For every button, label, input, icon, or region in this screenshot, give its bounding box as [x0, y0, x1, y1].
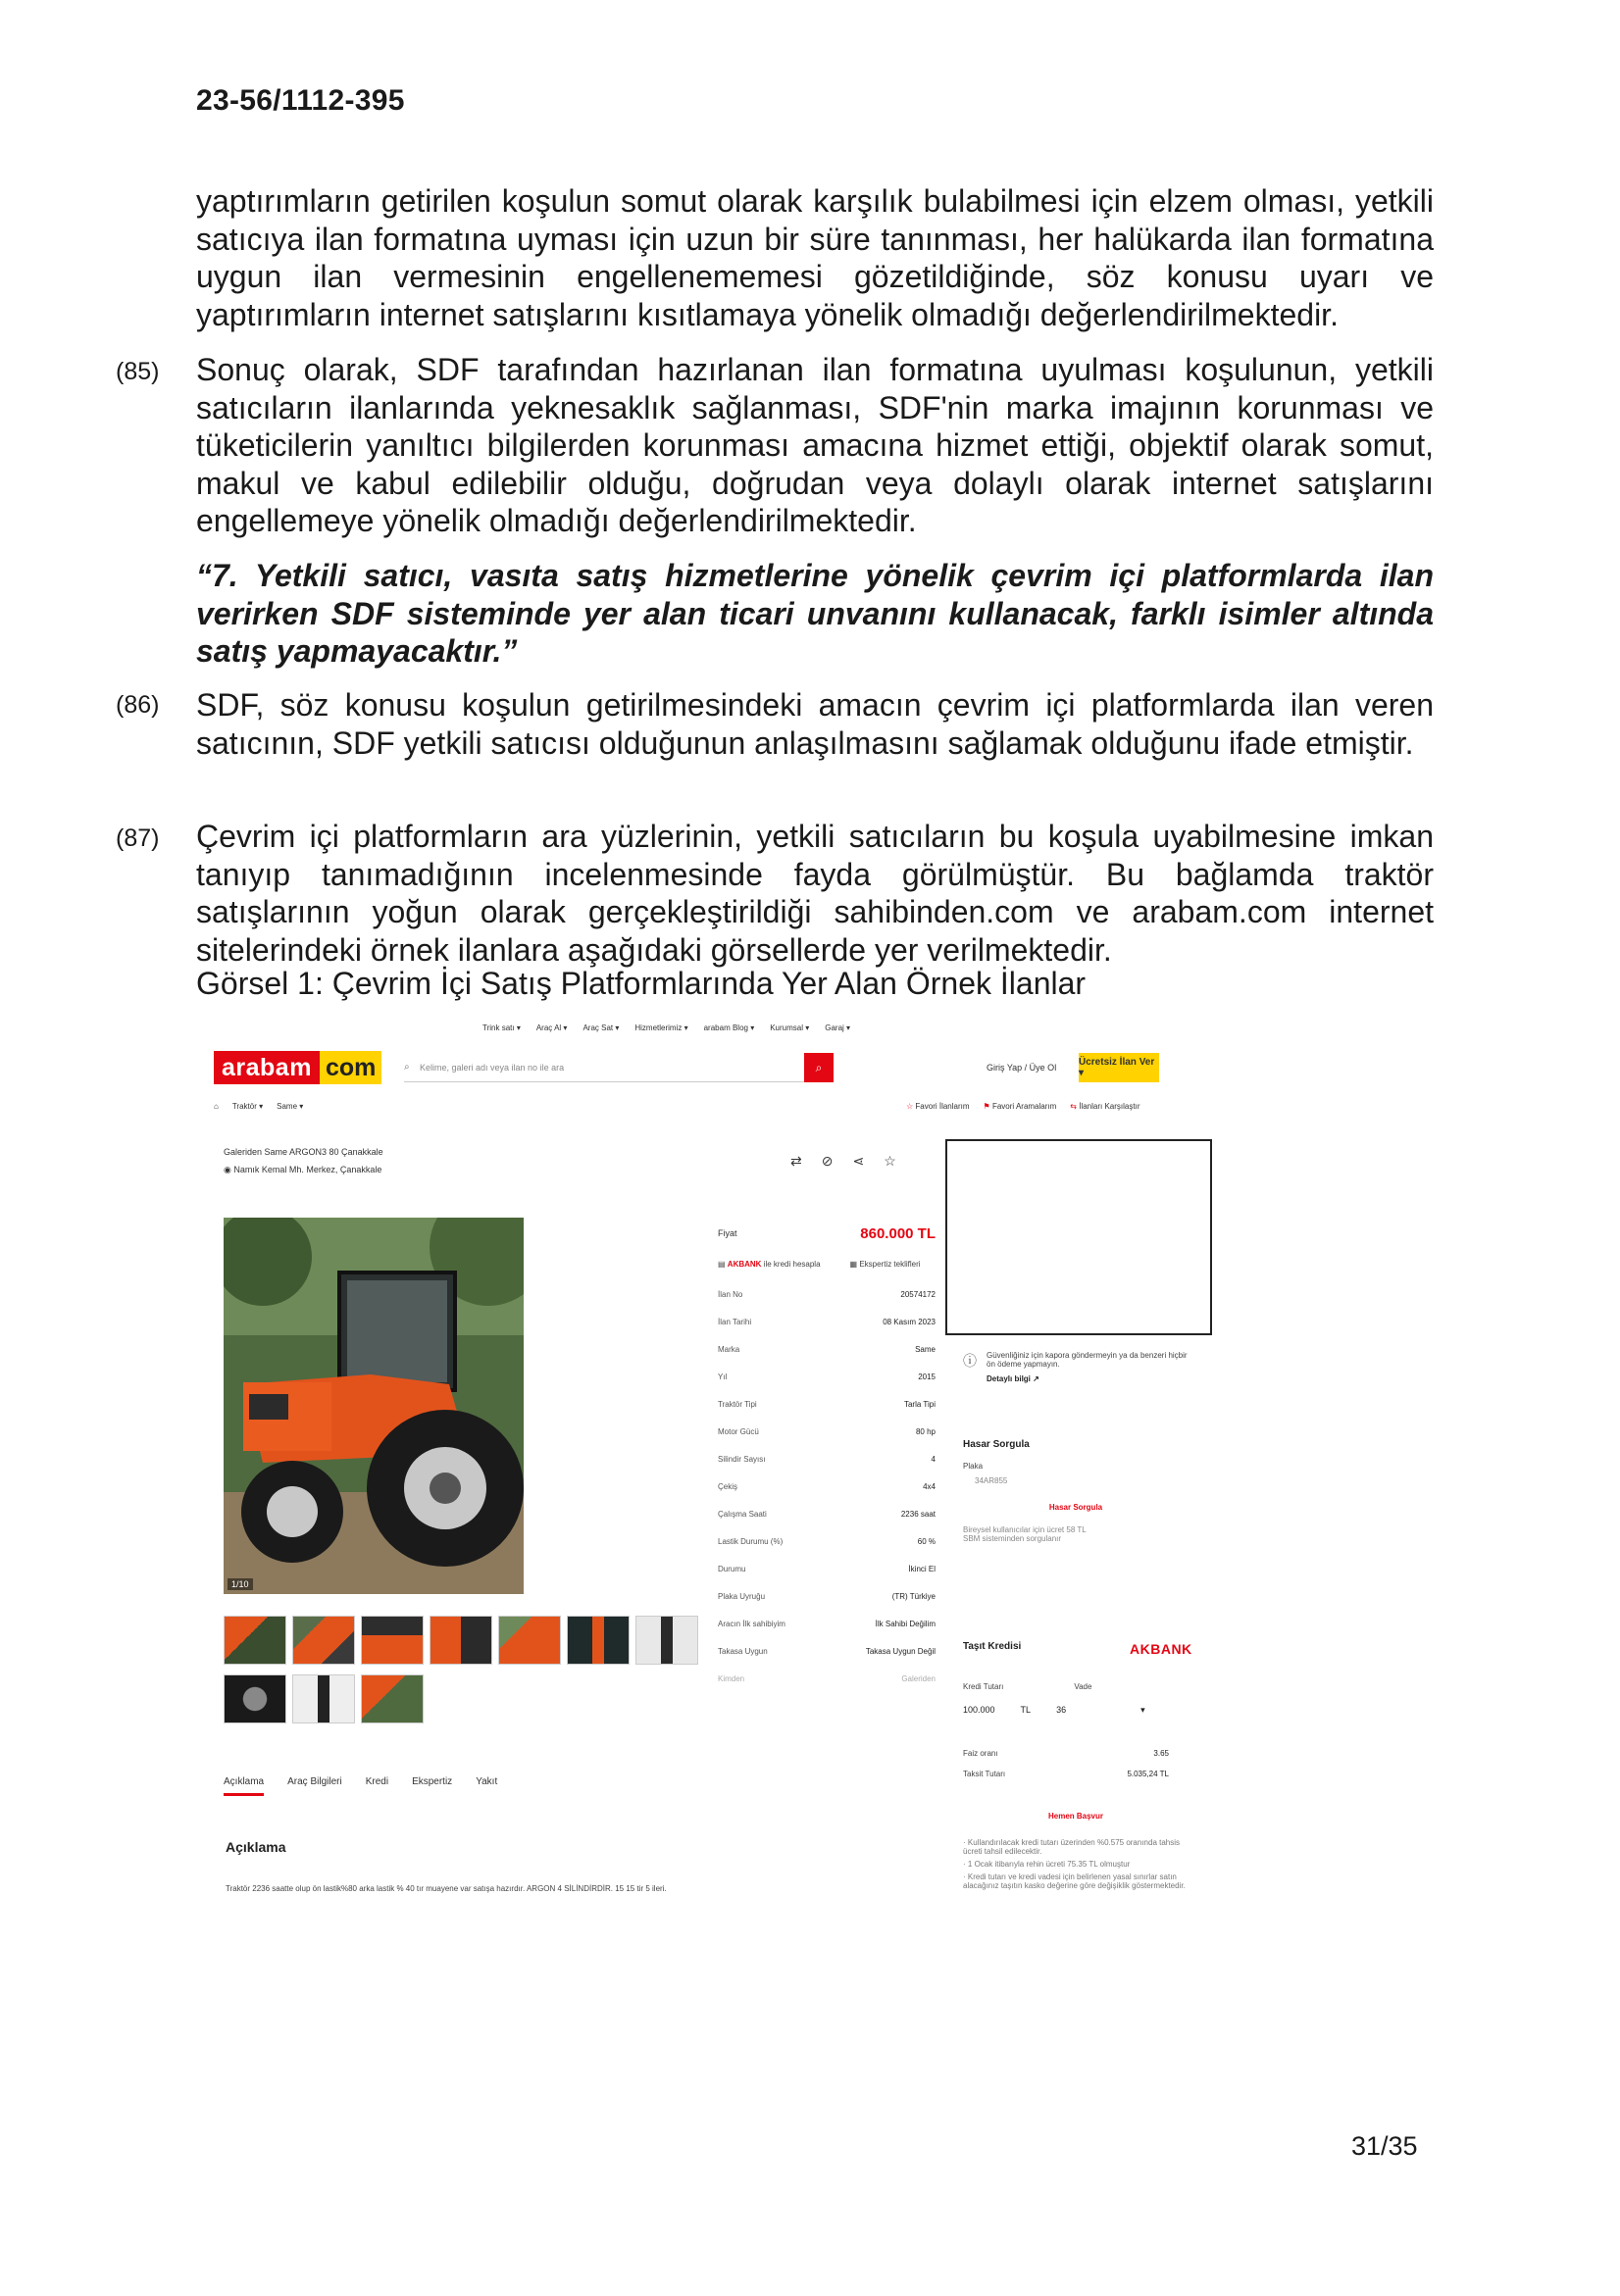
spec-value: 60 %	[917, 1536, 936, 1546]
loan-amount-label: Kredi Tutarı	[963, 1682, 1004, 1691]
photo-counter: 1/10	[228, 1578, 253, 1590]
spec-table	[718, 1220, 936, 1692]
spec-value: İkinci El	[908, 1564, 936, 1573]
detail-tabs	[224, 1776, 497, 1796]
spec-label: Traktör Tipi	[718, 1399, 757, 1409]
spec-value: 2236 saat	[900, 1509, 936, 1519]
spec-row	[718, 1308, 936, 1335]
spec-label: Silindir Sayısı	[718, 1454, 766, 1464]
nav-item[interactable]: Kurumsal ▾	[770, 1023, 810, 1032]
spec-value: (TR) Türkiye	[891, 1591, 936, 1601]
loan-note: · 1 Ocak itibarıyla rehin ücreti 75.35 TL olmuştur	[963, 1860, 1131, 1869]
paragraph-intro: yaptırımların getirilen koşulun somut olarak karşılık bulabilmesi için elzem olması, yetkili satıcıya ilan formatına uyması için uzun bir süre tanınması, her halükarda ilan formatına uygun ilan vermesinin engellenememesi gözetildiğinde, söz konusu uyarı ve yaptırımların internet satışlarını kısıtlamaya yönelik olmadığı değerlendirilmektedir.	[196, 183, 1434, 332]
ad-location	[224, 1165, 381, 1175]
document-icon: ▦	[849, 1259, 858, 1269]
ad-title: Galeriden Same ARGON3 80 Çanakkale	[224, 1147, 383, 1157]
loan-note: · Kullandırılacak kredi tutarı üzerinden %0.575 oranında tahsis ücreti tahsil edilecektir.	[963, 1838, 1181, 1856]
damage-query-title: Hasar Sorgula	[963, 1439, 1030, 1450]
compare-ads-link[interactable]	[1070, 1102, 1139, 1111]
search-button[interactable]	[804, 1053, 834, 1082]
page-number: 31/35	[1351, 2131, 1418, 2161]
report-icon[interactable]: ⊘	[821, 1153, 834, 1169]
spec-label: Motor Gücü	[718, 1426, 759, 1436]
calculator-icon: ▤	[718, 1259, 726, 1269]
thumbnail[interactable]	[224, 1616, 286, 1665]
loan-note-text: Kullandırılacak kredi tutarı üzerinden %0.575 oranında tahsis ücreti tahsil edilecektir.	[963, 1838, 1181, 1856]
price-row	[718, 1220, 936, 1247]
nav-item[interactable]: arabam Blog ▾	[703, 1023, 755, 1032]
akbank-logo: AKBANK	[1130, 1641, 1192, 1657]
compare-icon[interactable]: ⇄	[790, 1153, 802, 1169]
plate-label: Plaka	[963, 1462, 984, 1471]
thumbnail[interactable]	[635, 1616, 698, 1665]
location-pin-icon: ◉	[224, 1165, 231, 1174]
spec-value: 4x4	[923, 1481, 936, 1491]
price-label: Fiyat	[718, 1228, 737, 1238]
paragraph-87-number: (87)	[116, 824, 160, 852]
chevron-down-icon[interactable]: ▾	[1140, 1705, 1145, 1715]
spec-row	[718, 1500, 936, 1527]
redacted-area	[945, 1139, 1212, 1335]
thumbnail[interactable]	[292, 1616, 355, 1665]
plate-input[interactable]: 34AR855	[975, 1476, 1008, 1485]
search-input[interactable]	[404, 1053, 834, 1082]
search-icon: ⌕	[815, 1060, 823, 1074]
search-placeholder: Kelime, galeri adı veya ilan no ile ara	[420, 1062, 565, 1073]
thumbnail[interactable]	[224, 1674, 286, 1723]
thumbnail[interactable]	[498, 1616, 561, 1665]
description-heading: Açıklama	[226, 1839, 286, 1855]
spec-value: 80 hp	[915, 1426, 936, 1436]
logo-text-com: com	[320, 1051, 381, 1084]
home-icon[interactable]: ⌂	[214, 1102, 219, 1111]
ad-actions	[790, 1153, 896, 1170]
spec-label: Yıl	[718, 1372, 728, 1381]
spec-label: İlan No	[718, 1289, 743, 1299]
spec-row	[718, 1418, 936, 1445]
breadcrumb-item[interactable]: Same ▾	[277, 1102, 304, 1111]
spec-label: Çekiş	[718, 1481, 738, 1491]
loan-note-text: Kredi tutarı ve kredi vadesi için belirlenen yasal sınırlar satın alacağınız taşıtın kasko değerine göre değişiklik göstermektedir.	[963, 1872, 1186, 1890]
tab-fuel[interactable]: Yakıt	[476, 1776, 498, 1787]
nav-item[interactable]: Araç Sat ▾	[582, 1023, 620, 1032]
spec-row	[718, 1445, 936, 1472]
search-icon: ⌕	[404, 1062, 410, 1073]
login-link[interactable]: Giriş Yap / Üye Ol	[987, 1063, 1057, 1073]
finance-row	[718, 1247, 936, 1280]
nav-item[interactable]: Trink satı ▾	[482, 1023, 521, 1032]
spec-label: Aracın İlk sahibiyim	[718, 1619, 785, 1628]
damage-query-button[interactable]: Hasar Sorgula	[1048, 1503, 1103, 1512]
spec-row	[718, 1472, 936, 1500]
breadcrumb-item[interactable]: Traktör ▾	[231, 1102, 264, 1111]
apply-button[interactable]: Hemen Başvur	[1047, 1812, 1104, 1821]
description-text: Traktör 2236 saatte olup ön lastik%80 arka lastik % 40 tır muayene var satışa hazırdır. ARGON 4 SİLİNDİRDİR. 15 15 tir 5 ileri.	[226, 1884, 667, 1893]
spec-row	[718, 1390, 936, 1418]
main-photo[interactable]	[224, 1218, 524, 1594]
tab-vehicle-info[interactable]: Araç Bilgileri	[287, 1776, 342, 1787]
spec-label: Kimden	[718, 1673, 745, 1683]
paragraph-87: Çevrim içi platformların ara yüzlerinin, yetkili satıcıların bu koşula uyabilmesine imkan tanıyıp tanımadığının incelenmesinde fayda görülmüştür. Bu bağlamda traktör satışlarının yoğun olarak gerçekleştirildiği sahibinden.com ve arabam.com internet sitelerindeki örnek ilanlara aşağıdaki görsellerde yer verilmektedir.	[196, 819, 1434, 968]
spec-value: Galeriden	[901, 1673, 936, 1683]
spec-value: 2015	[918, 1372, 936, 1381]
breadcrumb	[214, 1102, 303, 1111]
favorites-links	[906, 1102, 1139, 1111]
spec-label: Durumu	[718, 1564, 746, 1573]
spec-value: İlk Sahibi Değilim	[875, 1619, 936, 1628]
spec-row	[718, 1637, 936, 1665]
loan-calc-label: ile kredi hesapla	[763, 1259, 821, 1269]
site-logo[interactable]	[214, 1051, 377, 1084]
thumbnail[interactable]	[567, 1616, 630, 1665]
tab-description[interactable]: Açıklama	[224, 1776, 264, 1796]
spec-row	[718, 1665, 936, 1692]
spec-value: 4	[931, 1454, 936, 1464]
sbm-note: SBM sisteminden sorgulanır	[963, 1534, 1062, 1543]
ad-location-text: Namık Kemal Mh. Merkez, Çanakkale	[233, 1165, 382, 1174]
damage-fee-note: Bireysel kullanıcılar için ücret 58 TL	[963, 1525, 1087, 1534]
nav-item[interactable]: Garaj ▾	[825, 1023, 851, 1032]
info-icon: ⓘ	[963, 1353, 977, 1369]
paragraph-86: SDF, söz konusu koşulun getirilmesindeki amacın çevrim içi platformlarda ilan veren satıcının, SDF yetkili satıcısı olduğunun anlaşılmasını sağlamak olduğunu ifade etmiştir.	[196, 687, 1434, 761]
rate-label: Faiz oranı	[963, 1749, 998, 1758]
safety-note-text: Güvenliğiniz için kapora göndermeyin ya da benzeri hiçbir ön ödeme yapmayın.	[987, 1351, 1188, 1369]
spec-row	[718, 1555, 936, 1582]
thumbnail[interactable]	[292, 1674, 355, 1723]
quoted-condition: “7. Yetkili satıcı, vasıta satış hizmetlerine yönelik çevrim içi platformlarda ilan verirken SDF sisteminde yer alan ticari unvanını kullanacak, farklı isimler altında satış yapmayacaktır.”	[196, 558, 1434, 669]
damage-query-panel	[963, 1439, 1189, 1543]
spec-label: Plaka Uyruğu	[718, 1591, 766, 1601]
tab-expertise[interactable]: Ekspertiz	[412, 1776, 453, 1787]
listing-screenshot	[208, 1016, 1208, 1996]
nav-item[interactable]: Hizmetlerimiz ▾	[634, 1023, 688, 1032]
detail-link[interactable]: Detaylı bilgi ↗	[987, 1374, 1039, 1383]
spec-value: Tarla Tipi	[903, 1399, 936, 1409]
spec-row	[718, 1527, 936, 1555]
favorite-ads-label: Favori İlanlarım	[915, 1102, 970, 1111]
spec-row	[718, 1582, 936, 1610]
nav-item[interactable]: Araç Al ▾	[535, 1023, 568, 1032]
loan-form	[963, 1682, 1189, 1890]
spec-value: Same	[915, 1344, 936, 1354]
expert-offers-link[interactable]	[850, 1260, 921, 1269]
akbank-small-logo: AKBANK	[727, 1259, 762, 1269]
free-ad-button[interactable]: Ücretsiz İlan Ver ▾	[1079, 1053, 1159, 1082]
spec-row	[718, 1280, 936, 1308]
tractor-image	[224, 1218, 524, 1594]
spec-label: İlan Tarihi	[718, 1317, 752, 1326]
spec-row	[718, 1610, 936, 1637]
paragraph-85: Sonuç olarak, SDF tarafından hazırlanan ilan formatına uyulması koşulunun, yetkili satıcıların ilanlarında yeknesaklık sağlanması, SDF'nin marka imajının korunması ve tüketicilerin yanıltıcı bilgilerden korunması amacına hizmet ettiği, objektif olarak somut, makul ve kabul edilebilir olduğu, doğrudan veya dolaylı olarak internet satışlarını engellemeye yönelik olmadığı değerlendirilmektedir.	[196, 352, 1434, 538]
spec-row	[718, 1335, 936, 1363]
spec-label: Takasa Uygun	[718, 1646, 768, 1656]
loan-calc-link[interactable]	[718, 1260, 821, 1269]
thumbnail[interactable]	[430, 1616, 492, 1665]
compare-icon: ⇆	[1070, 1102, 1077, 1111]
top-navigation	[482, 1023, 850, 1032]
loan-amount-input[interactable]: 100.000	[963, 1705, 995, 1715]
price: 860.000 TL	[860, 1224, 936, 1242]
share-icon[interactable]: ⋖	[852, 1153, 865, 1169]
spec-value: Takasa Uygun Değil	[865, 1646, 936, 1656]
spec-row	[718, 1363, 936, 1390]
term-select[interactable]: 36	[1056, 1705, 1067, 1715]
tab-loan[interactable]: Kredi	[365, 1776, 389, 1787]
paragraph-86-number: (86)	[116, 691, 160, 719]
favorite-star-icon[interactable]: ☆	[884, 1153, 896, 1169]
thumbnail[interactable]	[361, 1616, 424, 1665]
favorite-ads-link[interactable]	[906, 1102, 970, 1111]
spec-label: Lastik Durumu (%)	[718, 1536, 784, 1546]
thumbnail[interactable]	[361, 1674, 424, 1723]
logo-text-arabam: arabam	[214, 1051, 320, 1084]
compare-ads-label: İlanları Karşılaştır	[1079, 1102, 1140, 1111]
rate-value: 3.65	[1153, 1749, 1169, 1758]
installment-value: 5.035,24 TL	[1127, 1770, 1169, 1778]
loan-title: Taşıt Kredisi	[963, 1641, 1022, 1652]
bookmark-icon: ⚑	[983, 1102, 990, 1111]
favorite-searches-label: Favori Aramalarım	[991, 1102, 1057, 1111]
loan-note-text: 1 Ocak itibarıyla rehin ücreti 75.35 TL olmuştur	[967, 1860, 1131, 1869]
loan-currency: TL	[1020, 1705, 1032, 1715]
loan-note: · Kredi tutarı ve kredi vadesi için belirlenen yasal sınırlar satın alacağınız taşıtın kasko değerine göre değişiklik göstermektedir.	[963, 1872, 1186, 1890]
document-id: 23-56/1112-395	[196, 84, 405, 117]
figure-caption: Görsel 1: Çevrim İçi Satış Platformlarında Yer Alan Örnek İlanlar	[196, 966, 1087, 1001]
installment-label: Taksit Tutarı	[963, 1770, 1006, 1778]
favorite-searches-link[interactable]	[984, 1102, 1057, 1111]
star-icon: ☆	[906, 1102, 914, 1111]
spec-label: Çalışma Saati	[718, 1509, 767, 1519]
spec-label: Marka	[718, 1344, 740, 1354]
spec-value: 08 Kasım 2023	[883, 1317, 936, 1326]
spec-value: 20574172	[900, 1289, 936, 1299]
safety-note	[963, 1351, 1189, 1383]
term-label: Vade	[1074, 1682, 1092, 1691]
paragraph-85-number: (85)	[116, 358, 160, 385]
expert-offers-label: Ekspertiz teklifleri	[859, 1259, 921, 1269]
